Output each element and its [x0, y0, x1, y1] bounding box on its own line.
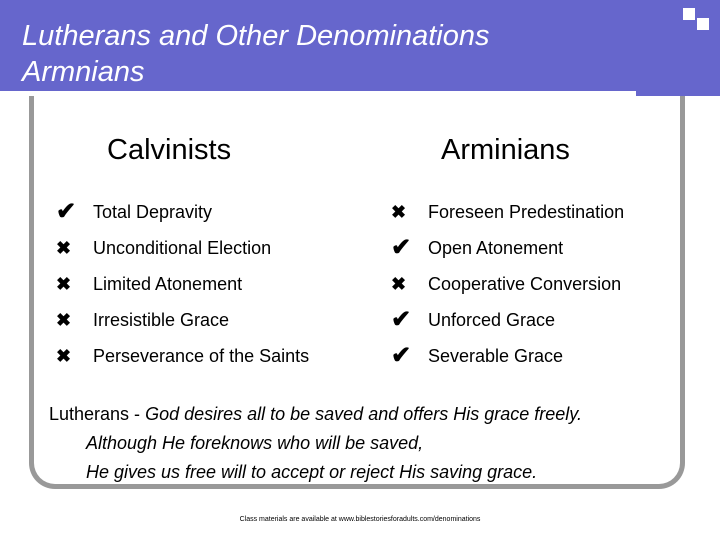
x-icon: ✖ [391, 274, 407, 294]
list-item-label: Severable Grace [428, 345, 564, 366]
lutherans-statement: God desires all to be saved and offers His grace freely. [145, 404, 582, 424]
list-item-label: Unforced Grace [428, 309, 556, 330]
list-item [56, 270, 242, 298]
list-item-label: Cooperative Conversion [428, 273, 622, 294]
x-icon: ✖ [56, 346, 72, 366]
check-icon: ✔ [391, 342, 412, 369]
corner-decoration [697, 18, 709, 30]
x-icon: ✖ [56, 238, 72, 258]
list-item-label: Open Atonement [428, 237, 564, 258]
check-icon: ✔ [391, 234, 412, 261]
arminians-heading: Arminians [441, 134, 570, 166]
list-item [391, 270, 621, 298]
list-item-label: Foreseen Predestination [428, 201, 625, 222]
list-item-label: Unconditional Election [93, 237, 272, 258]
check-icon: ✔ [56, 198, 77, 225]
footer-note: Class materials are available at www.biblestoriesforadults.com/denominations [239, 516, 481, 523]
list-item-label: Total Depravity [93, 201, 213, 222]
lutherans-summary [49, 400, 689, 487]
list-item [391, 306, 555, 334]
slide-title [22, 18, 662, 90]
x-icon: ✖ [56, 310, 72, 330]
lutherans-lead: Lutherans - [49, 404, 146, 424]
lutherans-line-1 [49, 400, 689, 429]
lutherans-line-3: He gives us free will to accept or reject His saving grace. [86, 462, 538, 482]
list-item-label: Perseverance of the Saints [93, 345, 310, 366]
lutherans-line-2: Although He foreknows who will be saved, [86, 433, 424, 453]
list-item-label: Irresistible Grace [93, 309, 230, 330]
x-icon: ✖ [391, 202, 407, 222]
corner-decoration [683, 8, 695, 20]
list-item [56, 342, 309, 370]
title-line-1: Lutherans and Other Denominations [22, 20, 490, 52]
x-icon: ✖ [56, 274, 72, 294]
list-item [391, 342, 563, 370]
list-item [391, 234, 563, 262]
list-item [56, 306, 229, 334]
title-line-2: Armnians [22, 56, 145, 88]
list-item-label: Limited Atonement [93, 273, 243, 294]
list-item [391, 198, 624, 226]
calvinists-heading: Calvinists [107, 134, 232, 166]
check-icon: ✔ [391, 306, 412, 333]
list-item [56, 234, 271, 262]
list-item [56, 198, 212, 226]
